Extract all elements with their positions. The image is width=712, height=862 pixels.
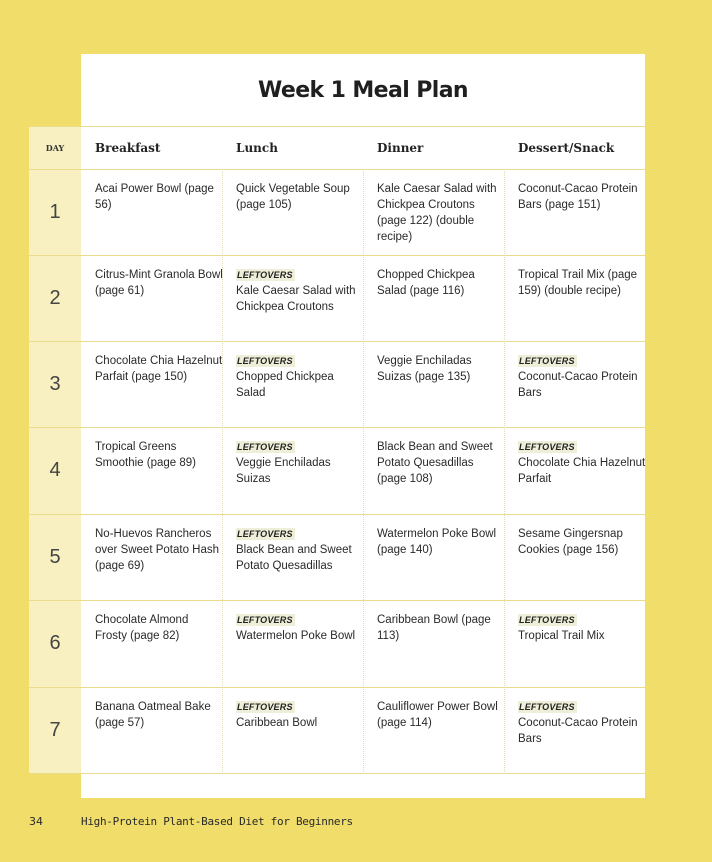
meal-text: Kale Caesar Salad with Chickpea Croutons (page 122) (double recipe) bbox=[377, 183, 497, 243]
leftovers-badge: LEFTOVERS bbox=[519, 702, 575, 712]
leftovers-badge: LEFTOVERS bbox=[519, 615, 575, 625]
meal-text: Chopped Chickpea Salad bbox=[236, 371, 334, 399]
leftovers-badge: LEFTOVERS bbox=[519, 356, 575, 366]
meal-text: Banana Oatmeal Bake (page 57) bbox=[95, 701, 211, 729]
meal-text: Veggie Enchiladas Suizas bbox=[236, 457, 331, 485]
meal-cell-lunch bbox=[236, 526, 364, 574]
meal-text: No-Huevos Rancheros over Sweet Potato Hash (page 69) bbox=[95, 528, 220, 572]
day-number: 6 bbox=[49, 631, 61, 654]
meal-text: Chocolate Chia Hazelnut Parfait (page 150) bbox=[95, 355, 223, 383]
meal-cell-breakfast bbox=[95, 699, 223, 731]
table-rule bbox=[29, 773, 645, 774]
meal-cell-dessert bbox=[518, 439, 646, 487]
leftovers-badge: LEFTOVERS bbox=[237, 356, 293, 366]
meal-cell-breakfast bbox=[95, 181, 223, 213]
meal-text: Coconut-Cacao Protein Bars (page 151) bbox=[518, 183, 638, 211]
leftovers-badge: LEFTOVERS bbox=[519, 442, 575, 452]
meal-text: Coconut-Cacao Protein Bars bbox=[518, 717, 638, 745]
meal-text: Caribbean Bowl bbox=[236, 717, 318, 729]
meal-text: Watermelon Poke Bowl bbox=[236, 630, 356, 642]
table-rule bbox=[29, 600, 645, 601]
day-number: 2 bbox=[49, 286, 61, 309]
meal-cell-dessert bbox=[518, 267, 646, 299]
meal-cell-breakfast bbox=[95, 267, 223, 299]
meal-cell-breakfast bbox=[95, 353, 223, 385]
meal-cell-dessert bbox=[518, 353, 646, 401]
meal-cell-dessert bbox=[518, 181, 646, 213]
meal-cell-dessert bbox=[518, 699, 646, 747]
meal-text: Veggie Enchiladas Suizas (page 135) bbox=[377, 355, 472, 383]
header-day: DAY bbox=[45, 142, 65, 153]
meal-cell-lunch bbox=[236, 612, 364, 644]
meal-text: Citrus-Mint Granola Bowl (page 61) bbox=[95, 269, 223, 297]
header-dessert-snack: Dessert/Snack bbox=[518, 140, 615, 155]
leftovers-badge: LEFTOVERS bbox=[237, 529, 293, 539]
table-rule bbox=[29, 169, 645, 170]
meal-cell-dessert bbox=[518, 526, 646, 558]
meal-cell-dinner bbox=[377, 699, 505, 731]
table-rule bbox=[29, 687, 645, 688]
title-area bbox=[81, 54, 645, 126]
header-lunch: Lunch bbox=[236, 140, 278, 155]
meal-text: Coconut-Cacao Protein Bars bbox=[518, 371, 638, 399]
meal-text: Tropical Greens Smoothie (page 89) bbox=[95, 441, 197, 469]
meal-text: Tropical Trail Mix bbox=[518, 630, 605, 642]
table-rule bbox=[29, 427, 645, 428]
leftovers-badge: LEFTOVERS bbox=[237, 270, 293, 280]
meal-cell-dinner bbox=[377, 181, 505, 245]
page-number: 34 bbox=[29, 815, 43, 828]
meal-cell-dinner bbox=[377, 526, 505, 558]
meal-text: Black Bean and Sweet Potato Quesadillas bbox=[236, 544, 352, 572]
meal-text: Black Bean and Sweet Potato Quesadillas (page 108) bbox=[377, 441, 493, 485]
meal-cell-lunch bbox=[236, 267, 364, 315]
meal-cell-dessert bbox=[518, 612, 646, 644]
meal-cell-lunch bbox=[236, 181, 364, 213]
book-title: High-Protein Plant-Based Diet for Beginners bbox=[81, 815, 353, 828]
table-rule bbox=[29, 255, 645, 256]
meal-text: Quick Vegetable Soup (page 105) bbox=[236, 183, 350, 211]
leftovers-badge: LEFTOVERS bbox=[237, 615, 293, 625]
meal-text: Chocolate Almond Frosty (page 82) bbox=[95, 614, 189, 642]
leftovers-badge: LEFTOVERS bbox=[237, 442, 293, 452]
table-rule bbox=[29, 514, 645, 515]
page-title: Week 1 Meal Plan bbox=[257, 77, 468, 103]
meal-cell-lunch bbox=[236, 353, 364, 401]
meal-text: Watermelon Poke Bowl (page 140) bbox=[377, 528, 497, 556]
meal-text: Sesame Gingersnap Cookies (page 156) bbox=[518, 528, 623, 556]
meal-cell-dinner bbox=[377, 267, 505, 299]
day-number: 1 bbox=[49, 200, 61, 223]
meal-cell-dinner bbox=[377, 353, 505, 385]
day-number: 4 bbox=[49, 458, 61, 481]
meal-cell-lunch bbox=[236, 699, 364, 731]
meal-text: Cauliflower Power Bowl (page 114) bbox=[377, 701, 498, 729]
header-breakfast: Breakfast bbox=[95, 140, 161, 155]
day-number: 7 bbox=[49, 718, 61, 741]
meal-cell-breakfast bbox=[95, 526, 223, 574]
day-number: 3 bbox=[49, 372, 61, 395]
column-separator bbox=[222, 169, 223, 774]
meal-text: Caribbean Bowl (page 113) bbox=[377, 614, 491, 642]
header-dinner: Dinner bbox=[377, 140, 424, 155]
meal-text: Chopped Chickpea Salad (page 116) bbox=[377, 269, 475, 297]
meal-cell-dinner bbox=[377, 612, 505, 644]
table-rule bbox=[29, 341, 645, 342]
meal-text: Acai Power Bowl (page 56) bbox=[95, 183, 214, 211]
day-number: 5 bbox=[49, 545, 61, 568]
meal-text: Chocolate Chia Hazelnut Parfait bbox=[518, 457, 646, 485]
meal-cell-lunch bbox=[236, 439, 364, 487]
meal-cell-breakfast bbox=[95, 612, 223, 644]
meal-cell-dinner bbox=[377, 439, 505, 487]
meal-cell-breakfast bbox=[95, 439, 223, 471]
leftovers-badge: LEFTOVERS bbox=[237, 702, 293, 712]
meal-text: Tropical Trail Mix (page 159) (double recipe) bbox=[518, 269, 638, 297]
meal-text: Kale Caesar Salad with Chickpea Croutons bbox=[236, 285, 356, 313]
